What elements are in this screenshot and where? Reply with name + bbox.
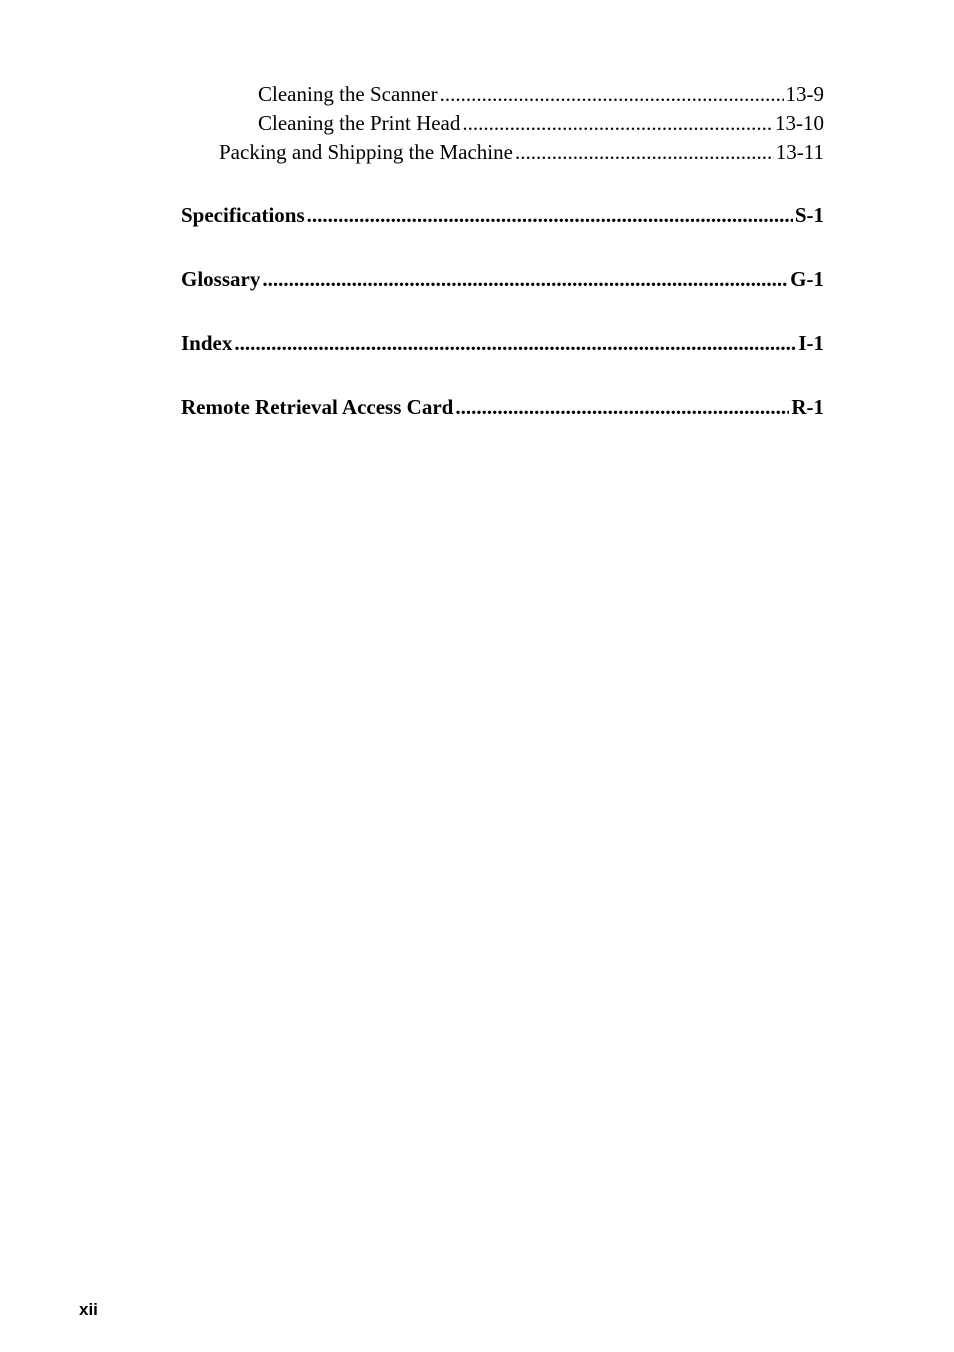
- toc-dot-leader: [462, 109, 773, 138]
- toc-entry-title: Glossary: [181, 267, 261, 291]
- toc-entry-page: G-1: [790, 267, 824, 291]
- toc-dot-leader: [455, 393, 789, 422]
- toc-entry-cleaning-scanner[interactable]: [181, 80, 824, 109]
- toc-dot-leader: [234, 329, 796, 358]
- toc-entry-page: 13-11: [775, 140, 824, 164]
- toc-entry-index[interactable]: [181, 329, 824, 358]
- toc-entry-title: Specifications: [181, 203, 305, 227]
- toc-entry-cleaning-print-head[interactable]: [181, 109, 824, 138]
- toc-entry-title: Remote Retrieval Access Card: [181, 395, 454, 419]
- toc-entry-page: 13-9: [785, 82, 824, 106]
- toc-entry-remote-retrieval-access-card[interactable]: [181, 393, 824, 422]
- toc-entry-specifications[interactable]: [181, 201, 824, 230]
- toc-entry-page: S-1: [794, 203, 824, 227]
- toc-entry-page: I-1: [798, 331, 824, 355]
- toc-dot-leader: [440, 80, 784, 109]
- toc-entry-title: Packing and Shipping the Machine: [219, 140, 513, 164]
- table-of-contents: [181, 80, 824, 422]
- page-number: xii: [79, 1300, 98, 1319]
- toc-entry-title: Cleaning the Print Head: [258, 111, 461, 135]
- toc-entry-page: 13-10: [775, 111, 824, 135]
- toc-entry-glossary[interactable]: [181, 265, 824, 294]
- toc-dot-leader: [307, 201, 793, 230]
- toc-entry-title: Index: [181, 331, 233, 355]
- toc-entry-title: Cleaning the Scanner: [258, 82, 438, 106]
- toc-dot-leader: [262, 265, 788, 294]
- toc-entry-page: R-1: [791, 395, 824, 419]
- toc-dot-leader: [515, 138, 774, 167]
- toc-entry-packing-shipping[interactable]: [181, 138, 824, 167]
